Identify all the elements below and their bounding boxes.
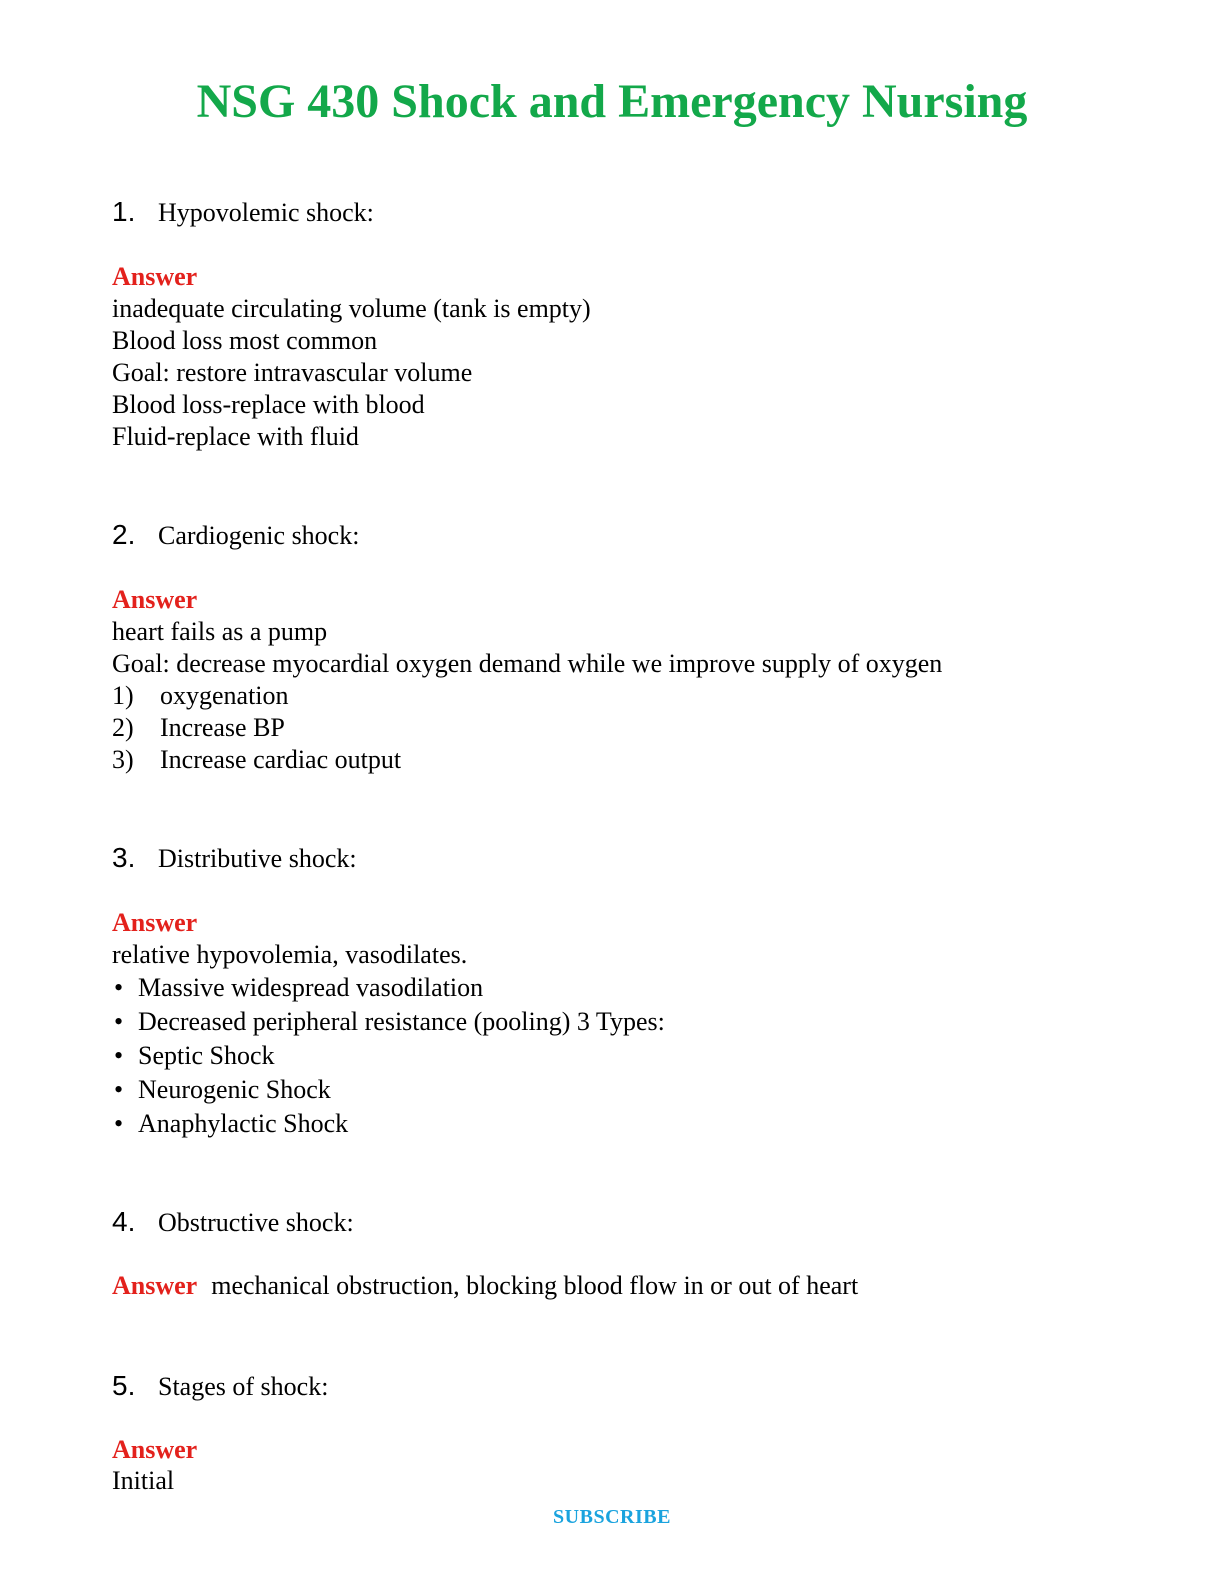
item-number: 3) [112,745,134,774]
question-text: Hypovolemic shock: [158,198,374,227]
bullet-text: Anaphylactic Shock [138,1109,349,1138]
answer-label-2: Answer [112,585,198,614]
question-text: Distributive shock: [158,844,357,873]
bullet-icon: • [114,973,124,1002]
question-2 [112,519,359,552]
bullet-item [112,1006,665,1038]
question-number: 1. [112,196,136,227]
question-1 [112,196,374,229]
answer-line: Blood loss most common [112,326,378,355]
answer-label-4: Answer [112,1271,198,1300]
question-4 [112,1206,354,1239]
question-number: 5. [112,1370,136,1401]
answer-line: Fluid-replace with fluid [112,422,359,451]
question-number: 4. [112,1206,136,1237]
item-text: Increase cardiac output [160,745,402,774]
page-title: NSG 430 Shock and Emergency Nursing [196,75,1028,128]
bullet-item [112,1108,348,1140]
bullet-item [112,1074,331,1106]
numbered-item [112,744,401,776]
bullet-icon: • [114,1007,124,1036]
question-text: Cardiogenic shock: [158,521,360,550]
answer-line: Initial [112,1466,175,1495]
subscribe-link[interactable]: SUBSCRIBE [553,1506,671,1528]
answer-line: inadequate circulating volume (tank is empty) [112,294,591,323]
question-5 [112,1370,328,1403]
bullet-text: Neurogenic Shock [138,1075,331,1104]
bullet-text: Septic Shock [138,1041,275,1070]
bullet-text: Decreased peripheral resistance (pooling) 3 Types: [138,1007,665,1036]
bullet-icon: • [114,1075,124,1104]
question-3 [112,842,357,875]
answer-line: Goal: decrease myocardial oxygen demand while we improve supply of oxygen [112,649,943,678]
item-text: oxygenation [160,681,289,710]
numbered-item [112,680,289,712]
question-text: Stages of shock: [158,1372,329,1401]
bullet-icon: • [114,1109,124,1138]
bullet-item [112,972,483,1004]
question-number: 3. [112,842,136,873]
answer-line: heart fails as a pump [112,617,328,646]
answer-label-5: Answer [112,1435,198,1464]
answer-label-3: Answer [112,908,198,937]
item-number: 1) [112,681,134,710]
item-number: 2) [112,713,134,742]
bullet-icon: • [114,1041,124,1070]
bullet-item [112,1040,275,1072]
item-text: Increase BP [160,713,285,742]
answer-label-1: Answer [112,262,198,291]
question-text: Obstructive shock: [158,1208,354,1237]
answer-line: relative hypovolemia, vasodilates. [112,940,468,969]
inline-answer-row [112,1270,858,1302]
answer-text: mechanical obstruction, blocking blood flow in or out of heart [211,1271,859,1300]
answer-line: Goal: restore intravascular volume [112,358,473,387]
question-number: 2. [112,519,136,550]
numbered-item [112,712,285,744]
bullet-text: Massive widespread vasodilation [138,973,484,1002]
answer-line: Blood loss-replace with blood [112,390,425,419]
